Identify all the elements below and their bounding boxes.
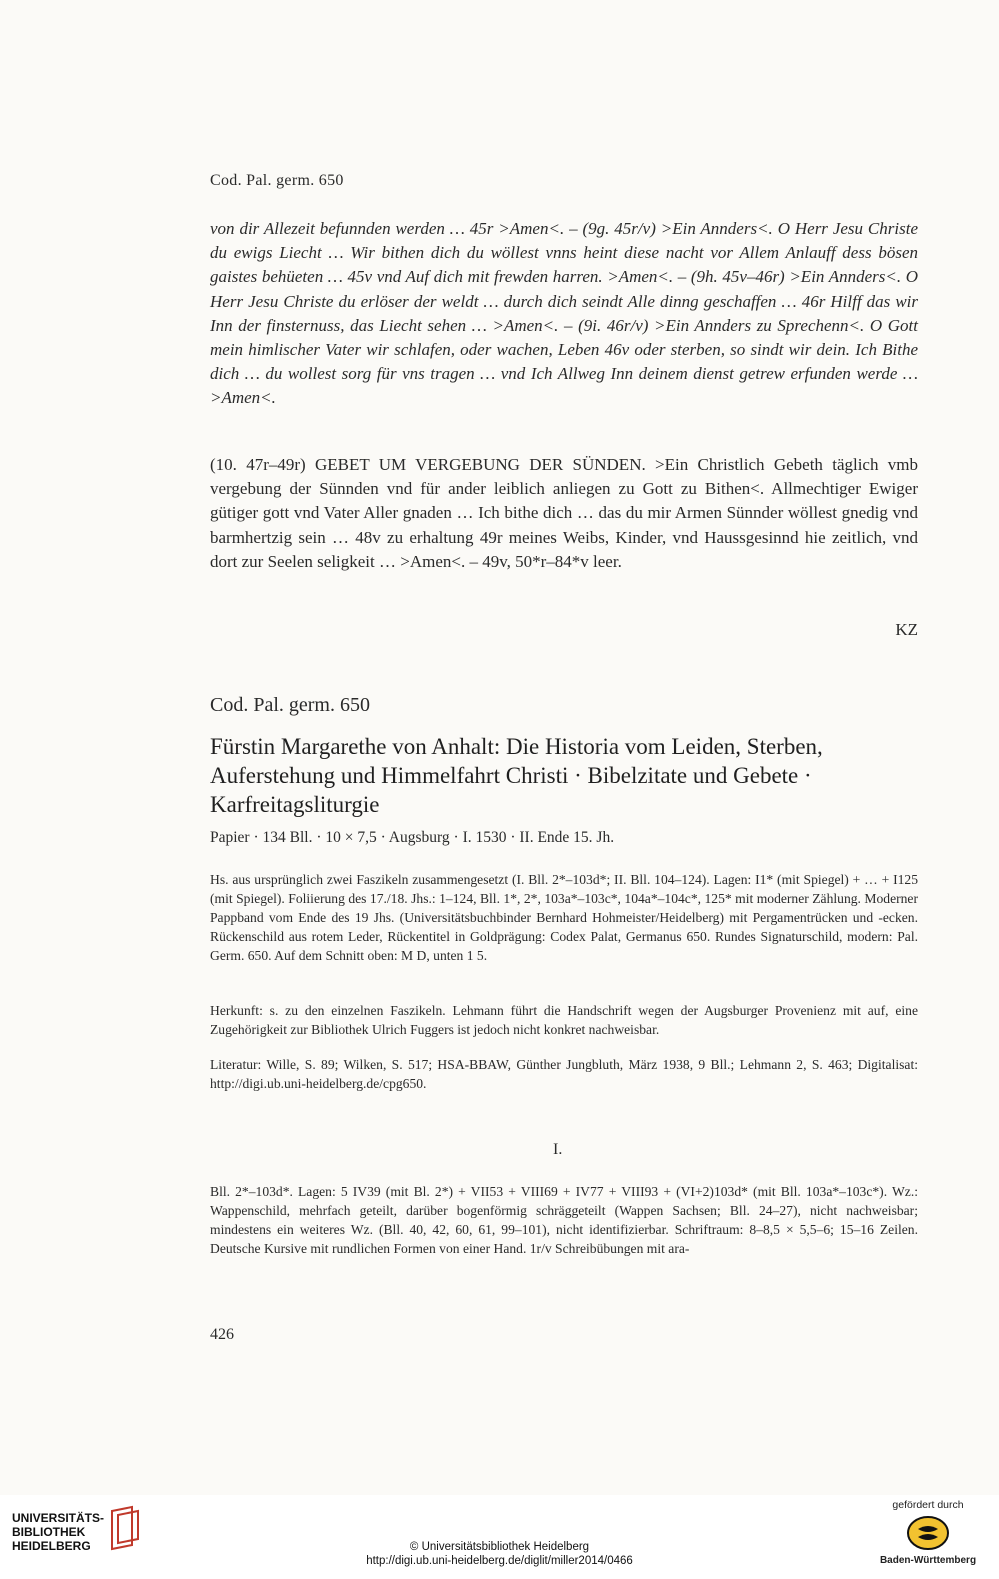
page-number: 426 <box>210 1326 234 1343</box>
entry-physical-description: Papier · 134 Bll. · 10 × 7,5 · Augsburg · I. 1530 · II. Ende 15. Jh. <box>210 829 615 846</box>
baden-wuerttemberg-crest-icon <box>906 1515 950 1551</box>
footer-bar <box>0 1495 999 1579</box>
prev-entry-paragraph-2: (10. 47r–49r) GEBET UM VERGEBUNG DER SÜNDEN. >Ein Christlich Gebeth täglich vmb vergebung der Sünnden vnd für ander leiblich anliegen zu Gott zu Bithen<. Allmechtiger Ewiger gütiger gott vnd Vater Aller gnaden … Ich bithe dich … das du mir Armen Sünnder wöllest gnedig vnd barmhertzig sein … 48v zu erhaltung 49r meines Weibs, Kinder, vnd Haussgesinnd hie zeitlich, vnd dort zur Seelen seligkeit … >Amen<. – 49v, 50*r–84*v leer. <box>210 455 918 571</box>
section-number: I. <box>553 1141 563 1158</box>
entry-provenance: Herkunft: s. zu den einzelnen Faszikeln. Lehmann führt die Handschrift wegen der Augsburger Provenienz mit auf, eine Zugehörigkeit zur Bibliothek Ulrich Fuggers ist jedoch nicht konkret nachweisbar. <box>210 1003 918 1037</box>
sponsor-block <box>868 1499 988 1566</box>
entry-codicology: Hs. aus ursprünglich zwei Faszikeln zusammengesetzt (I. Bll. 2*–103d*; II. Bll. 104–124). Lagen: I1* (mit Spiegel) + … + I125 (mit Spiegel). Foliierung des 17./18. Jhs.: 1–124, Bll. 1*, 2*, 103a*–103c*, 104a*–104c*, 125* mit moderner Zählung. Moderner Pappband vom Ende des 19 Jhs. (Universitätsbuchbinder Bernhard Hohmeister/Heidelberg) mit Pergamentrücken und -ecken. Rückenschild aus rotem Leder, Rückentitel in Goldprägung: Codex Palat, Germanus 650. Rundes Signaturschild, modern: Pal. Germ. 650. Auf dem Schnitt oben: M D, unten 1 5. <box>210 872 918 963</box>
author-initials: KZ <box>895 620 918 639</box>
permalink-url[interactable]: http://digi.ub.uni-heidelberg.de/diglit/miller2014/0466 <box>366 1555 633 1567</box>
library-name-line-2: BIBLIOTHEK <box>12 1525 86 1539</box>
sponsor-caption: gefördert durch <box>892 1499 964 1511</box>
entry-title: Fürstin Margarethe von Anhalt: Die Historia vom Leiden, Sterben, Auferstehung und Himmelfahrt Christi · Bibelzitate und Gebete · Karfreitagsliturgie <box>210 734 823 817</box>
sponsor-name: Baden-Württemberg <box>879 1555 977 1566</box>
library-name-line-3: HEIDELBERG <box>12 1539 91 1553</box>
library-name-line-1: UNIVERSITÄTS- <box>12 1511 105 1525</box>
section-description: Bll. 2*–103d*. Lagen: 5 IV39 (mit Bl. 2*) + VII53 + VIII69 + IV77 + VIII93 + (VI+2)103d* (mit Bll. 103a*–103c*). Wz.: Wappenschild, mehrfach geteilt, darüber bogenförmig schräggeteilt (Wappen Sachsen; Bll. 24–27), nicht nachweisbar; mindestens ein weiteres Wz. (Bll. 40, 42, 60, 61, 99–101), nicht identifizierbar. Schriftraum: 8–8,5 × 5,5–6; 15–16 Zeilen. Deutsche Kursive mit rundlichen Formen von einer Hand. 1r/v Schreibübungen mit ara- <box>210 1184 918 1256</box>
copyright-notice: © Universitätsbibliothek Heidelberg <box>409 1541 590 1553</box>
prev-entry-paragraph-1: von dir Allezeit befunnden werden … 45r >Amen<. – (9g. 45r/v) >Ein Annders<. O Herr Jesu Christe du ewigs Liecht … Wir bithen dich du wöllest vnns heint diese nacht vor Allem Anlauff dess bösen gaistes behüeten … 45v vnd Auf dich mit frewden harren. >Amen<. – (9h. 45v–46r) >Ein Annders<. O Herr Jesu Christe du erlöser der weldt … durch dich seindt Alle dinng geschaffen … 46r Hilff das wir Inn der finsternuss, das Liecht sehen … >Amen<. – (9i. 46r/v) >Ein Annders zu Sprechenn<. O Gott mein himlischer Vater wir schlafen, oder wachen, Leben 46v oder sterben, so sindt wir dein. Ich Bithe dich … du wollest sorg für vns tragen … vnd Ich Allweg Inn deinem dienst getrew erfunden werde … >Amen<. <box>210 219 918 408</box>
entry-literature: Literatur: Wille, S. 89; Wilken, S. 517; HSA-BBAW, Günther Jungbluth, März 1938, 9 Bll.; Lehmann 2, S. 463; Digitalisat: http://digi.ub.uni-heidelberg.de/cpg650. <box>210 1057 918 1091</box>
entry-shelfmark: Cod. Pal. germ. 650 <box>210 694 370 716</box>
running-head: Cod. Pal. germ. 650 <box>210 172 344 189</box>
